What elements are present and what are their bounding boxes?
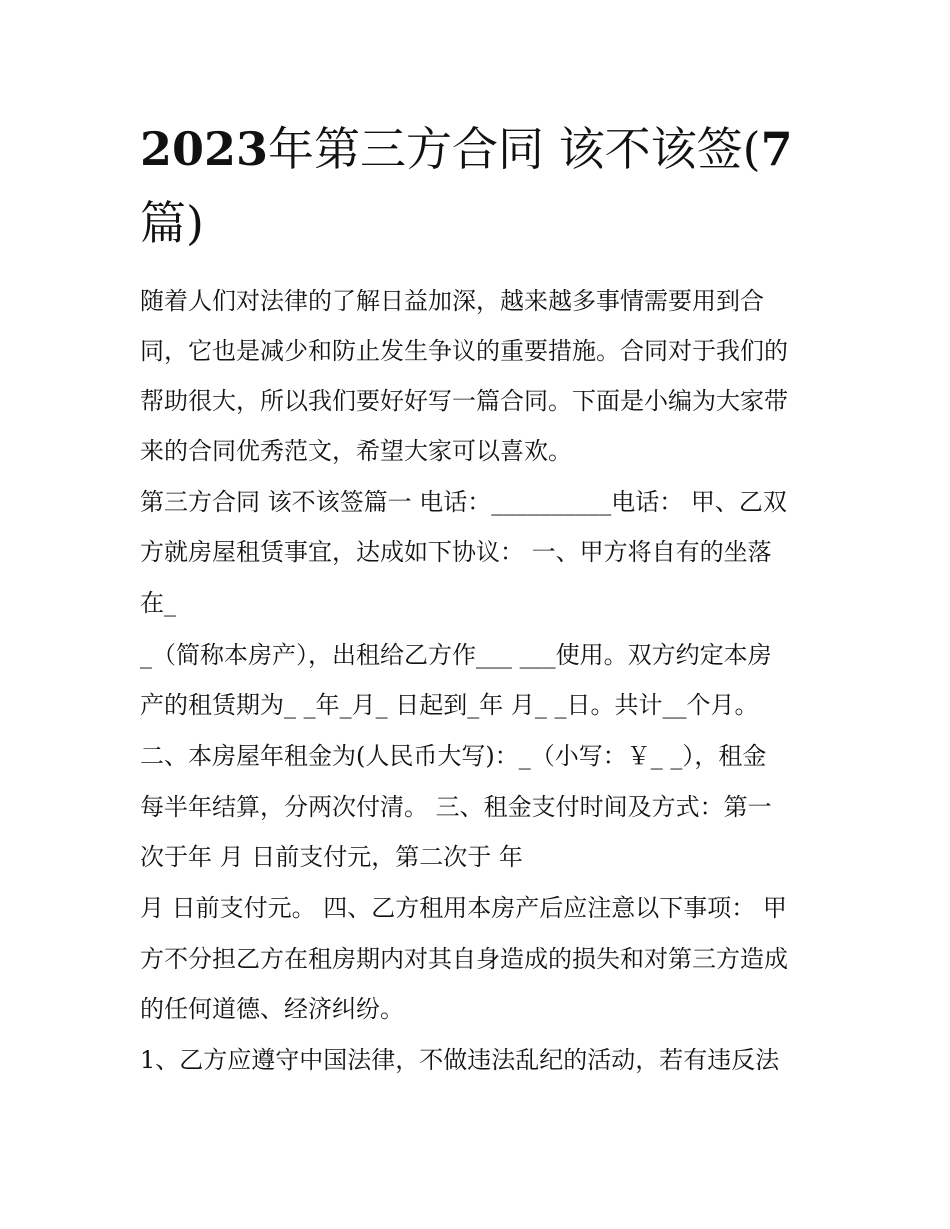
paragraph-line: 随着人们对法律的了解日益加深，越来越多事情需要用到合 [140, 287, 764, 315]
paragraph-line: 来的合同优秀范文，希望大家可以喜欢。 [140, 437, 572, 465]
paragraph-line: 1、乙方应遵守中国法律，不做违法乱纪的活动，若有违反法 [140, 1046, 780, 1074]
title-line-1 [140, 112, 812, 186]
title-year: 2023 [140, 122, 269, 176]
paragraph-line: 二、本房屋年租金为(人民币大写)：_（小写：￥_ _），租金 [140, 742, 767, 770]
paragraph-line: 产的租赁期为_ _年_月_ 日起到_年 月_ _日。共计__个月。 [140, 691, 759, 719]
title-text: 年第三方合同 该不该签( [268, 122, 761, 176]
paragraph-line: 方不分担乙方在租房期内对其自身造成的损失和对第三方造成 [140, 945, 788, 973]
title-count: 7 [760, 122, 793, 176]
paragraph-line: 方就房屋租赁事宜，达成如下协议： 一、甲方将自有的坐落 [140, 538, 772, 566]
paragraph-line: _（简称本房产），出租给乙方作___ ___使用。双方约定本房 [140, 641, 772, 669]
paragraph-line: 同，它也是减少和防止发生争议的重要措施。合同对于我们的 [140, 337, 788, 365]
paragraph-line: 在_ [140, 589, 176, 617]
paragraph-line: 次于年 月 日前支付元，第二次于 年 [140, 843, 523, 871]
title-line-2: 篇) [140, 196, 204, 250]
paragraph-line: 的任何道德、经济纠纷。 [140, 995, 404, 1023]
document-title [140, 112, 812, 260]
paragraph-line: 帮助很大，所以我们要好好写一篇合同。下面是小编为大家带 [140, 387, 788, 415]
paragraph-line: 月 日前支付元。 四、乙方租用本房产后应注意以下事项： 甲 [140, 894, 787, 922]
paragraph-line: 第三方合同 该不该签篇一 电话：__________电话： 甲、乙双 [140, 488, 787, 516]
paragraph-line: 每半年结算，分两次付清。 三、租金支付时间及方式：第一 [140, 793, 772, 821]
